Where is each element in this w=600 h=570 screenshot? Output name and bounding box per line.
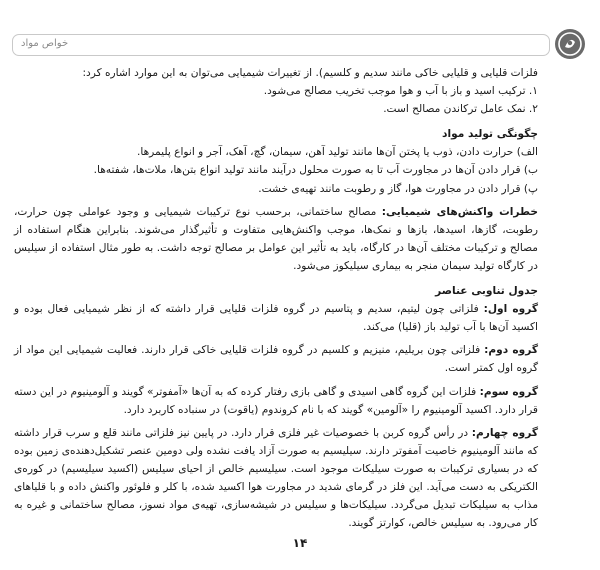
page-number: ۱۴ — [292, 536, 308, 550]
group-3-text: فلزات این گروه گاهی اسیدی و گاهی بازی رفتار کرده که به آن‌ها «آمفوتر» گویند و آلومینیوم در این دسته قرار دارد. اکسید آلومینیوم را «آلومین» گویند که با نام کروندوم (یاقوت) در سنباده کاربرد دارد. — [14, 385, 538, 416]
paragraph-group-4 — [14, 424, 538, 533]
term-group-4: گروه چهارم: — [471, 426, 538, 439]
list-item-acid-base: ۱. ترکیب اسید و باز با آب و هوا موجب تخریب مصالح می‌شود. — [263, 85, 538, 98]
production-item-air: پ) قرار دادن در مجاورت هوا، گاز و رطوبت مانند تهیه‌ی خشت. — [258, 182, 538, 195]
group-4-text: در رأس گروه کربن با خصوصیات غیر فلزی قرار دارد. در پایین نیز فلزاتی مانند قلع و سرب قرار داشته که مانند آلومینیوم خاصیت آمفوتر دارند. سیلیسیم به صورت آزاد یافت نشده ولی دومین عنصر تشکیل‌دهنده‌ی زمین بوده که در بسیاری ترکیبات به صورت سیلیکات موجود است. سیلیسیم خالص از احیای سیلیس (اکسید سیلیسیم) در کوره‌ی الکتریکی به دست می‌آید. این فلز در گرمای شدید در مجاورت هوا اکسید شده، با کلر و فلوئور واکنش داده و با قلیاهای مذاب به سیلیکات تبدیل می‌گردد. سیلیکات‌ها و سیلیس در شیشه‌سازی، تهیه‌ی مواد نسوز، مصالح ساختمانی و غیره به کار می‌رود. به سیلیس خالص، کوارتز گویند. — [14, 426, 538, 530]
group-2-text: فلزاتی چون بریلیم، منیزیم و کلسیم در گروه فلزات قلیایی خاکی قرار دارند. فعالیت شیمیایی این مواد از گروه اول کمتر است. — [14, 344, 538, 375]
paragraph-group-2 — [14, 341, 538, 377]
production-item-heat: الف) حرارت دادن، ذوب یا پختن آن‌ها مانند تولید آهن، سیمان، گچ، آهک، آجر و انواع پلیمرها. — [137, 146, 538, 159]
list-item-salt: ۲. نمک عامل ترکاندن مصالح است. — [383, 103, 538, 116]
chapter-title: خواص مواد — [21, 38, 69, 49]
hazards-text: مصالح ساختمانی، برحسب نوع ترکیبات شیمیایی و وجود عواملی چون حرارت، رطوبت، گازها، اسیدها، بازها و نمک‌ها، موجب واکنش‌هایی متفاوت و تأثیرگذار می‌شوند. بنابراین هنگام استفاده از مصالح و ترکیبات مختلف آن‌ها در کارگاه، باید به تأثیر این عوامل بر مصالح توجه داشت. به طور مثال استفاده از سیلیس در کارگاه تولید سیمان منجر به بیماری سیلیکوز می‌شود. — [14, 205, 538, 272]
term-group-1: گروه اول: — [483, 303, 538, 316]
paragraph-group-1 — [14, 300, 538, 336]
page-body — [14, 64, 538, 532]
group-1-text: فلزاتی چون لیتیم، سدیم و پتاسیم در گروه فلزات قلیایی قرار داشته که از نظر شیمیایی فعال بوده و اکسید آن‌ها با آب تولید باز (قلیا) می‌کند. — [14, 303, 538, 334]
heading-periodic-table: جدول تناوبی عناصر — [435, 285, 538, 298]
running-header — [12, 34, 588, 56]
header-bar — [12, 34, 550, 56]
term-hazards: خطرات واکنش‌های شیمیایی: — [381, 205, 538, 218]
heading-production: چگونگی تولید مواد — [442, 128, 538, 141]
paragraph-group-3 — [14, 383, 538, 419]
production-item-water: ب) قرار دادن آن‌ها در مجاورت آب تا به صورت محلول درآیند مانند تولید انواع بتن‌ها، ملات‌ها، شفته‌ها. — [93, 164, 538, 177]
circular-publisher-logo-icon — [554, 28, 586, 60]
paragraph-chemical-changes: فلزات قلیایی و قلیایی خاکی مانند سدیم و کلسیم). از تغییرات شیمیایی می‌توان به این موارد اشاره کرد: — [82, 67, 538, 79]
paragraph-hazards — [14, 203, 538, 275]
term-group-3: گروه سوم: — [479, 385, 538, 398]
term-group-2: گروه دوم: — [484, 344, 538, 357]
